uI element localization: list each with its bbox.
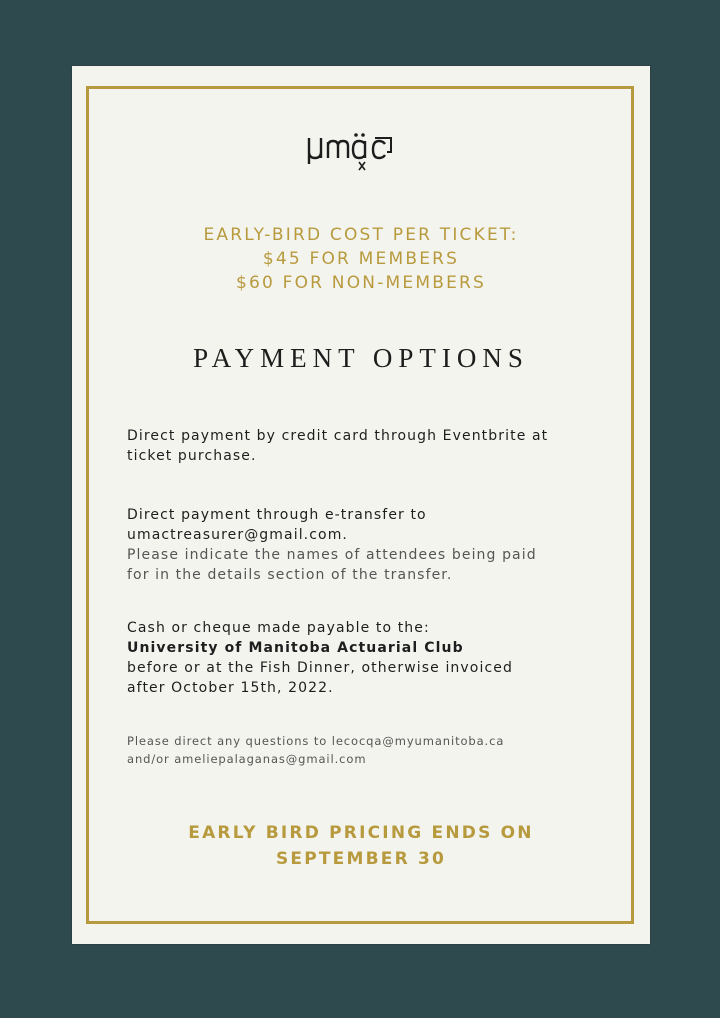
contact-line1[interactable]: Please direct any questions to lecocqa@myumanitoba.ca bbox=[127, 734, 505, 748]
payee-name: University of Manitoba Actuarial Club bbox=[127, 640, 464, 656]
option-credit-card bbox=[127, 426, 607, 466]
option-credit-card-line1: Direct payment by credit card through Eventbrite at bbox=[127, 428, 549, 444]
umac-logo-mark bbox=[301, 124, 421, 174]
early-bird-title: EARLY-BIRD COST PER TICKET: bbox=[203, 225, 519, 245]
option-cash-line1: Cash or cheque made payable to the: bbox=[127, 620, 430, 636]
option-etransfer-line1: Direct payment through e-transfer to bbox=[127, 507, 427, 523]
contact-info bbox=[127, 732, 607, 768]
contact-line2[interactable]: and/or ameliepalaganas@gmail.com bbox=[127, 752, 367, 766]
option-credit-card-line2: ticket purchase. bbox=[127, 448, 257, 464]
early-bird-pricing bbox=[72, 223, 650, 295]
etransfer-email[interactable]: umactreasurer@gmail.com. bbox=[127, 527, 348, 543]
pricing-deadline bbox=[72, 820, 650, 872]
option-etransfer-note1: Please indicate the names of attendees being paid bbox=[127, 547, 537, 563]
option-etransfer bbox=[127, 505, 607, 585]
pricing-deadline-line2: SEPTEMBER 30 bbox=[275, 849, 447, 869]
member-price: $45 FOR MEMBERS bbox=[262, 249, 460, 269]
option-cash-cheque bbox=[127, 618, 607, 698]
option-etransfer-note2: for in the details section of the transfer. bbox=[127, 567, 453, 583]
umac-logo bbox=[72, 124, 650, 178]
pricing-deadline-line1: EARLY BIRD PRICING ENDS ON bbox=[188, 823, 534, 843]
non-member-price: $60 FOR NON-MEMBERS bbox=[235, 273, 487, 293]
option-cash-line3: before or at the Fish Dinner, otherwise invoiced bbox=[127, 660, 513, 676]
payment-options-heading: PAYMENT OPTIONS bbox=[193, 343, 529, 373]
flyer-card bbox=[72, 66, 650, 944]
option-cash-line4: after October 15th, 2022. bbox=[127, 680, 334, 696]
